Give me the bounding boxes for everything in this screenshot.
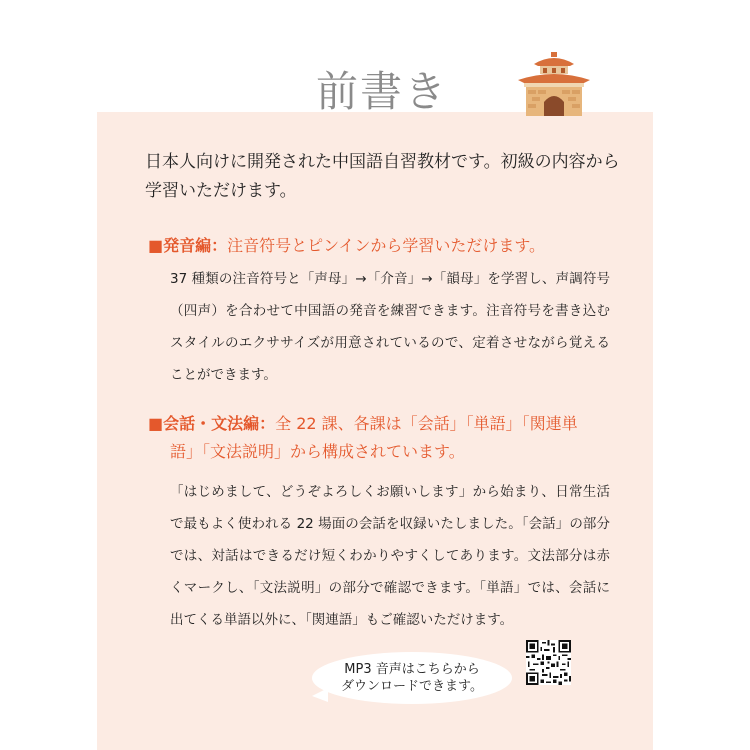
audio-note-bubble xyxy=(312,652,512,704)
page-title: 前書き xyxy=(316,67,449,116)
section-body-pronunciation: 37 種類の注音符号と「声母」→「介音」→「韻母」を学習し、声調符号（四声）を合わせて中国語の発音を練習できます。注音符号を書き込むスタイルのエクササイズが用意されているので、定着させながら覚えることができます。 xyxy=(170,271,610,383)
qr-code-icon[interactable] xyxy=(526,640,571,685)
audio-note-line1: MP3 音声はこちらから xyxy=(344,662,480,677)
section-heading-text: 全 22 課、各課は「会話」「単語」「関連単 xyxy=(275,414,578,433)
pagoda-gate-icon xyxy=(510,50,598,116)
section-label: ■発音編： xyxy=(148,236,228,255)
section-label: ■会話・文法編： xyxy=(148,414,276,433)
intro-paragraph: 日本人向けに開発された中国語自習教材です。初級の内容から学習いただけます。 xyxy=(145,152,620,201)
section-heading-conversation xyxy=(148,410,628,466)
section-heading-text: 注音符号とピンインから学習いただけます。 xyxy=(227,236,546,255)
audio-note-line2: ダウンロードできます。 xyxy=(341,679,483,694)
section-heading-text-cont: 語」「文法説明」から構成されています。 xyxy=(170,442,465,461)
section-heading-pronunciation xyxy=(148,232,628,260)
section-body-conversation: 「はじめまして、どうぞよろしくお願いします」から始まり、日常生活で最もよく使われる 22 場面の会話を収録いたしました。「会話」の部分では、対話はできるだけ短くわかりやすくしてあります。文法部分は赤くマークし、「文法説明」の部分で確認できます。「単語」では、会話に出てくる単語以外に、「関連語」もご確認いただけます。 xyxy=(170,484,610,628)
